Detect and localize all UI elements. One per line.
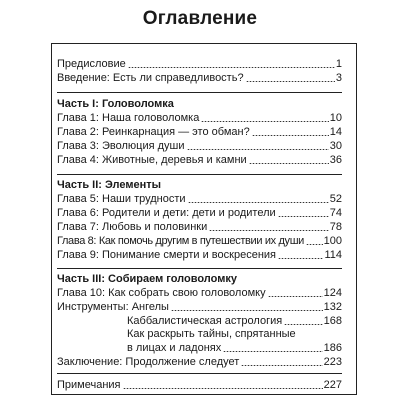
section-divider bbox=[57, 268, 342, 269]
toc-entry-chapter-1[interactable]: Глава 1: Наша головоломка 10 bbox=[57, 112, 342, 124]
page-title: Оглавление bbox=[142, 8, 258, 29]
toc-entry-chapter-5[interactable]: Глава 5: Наши трудности 52 bbox=[57, 193, 342, 205]
toc-entry-chapter-4[interactable]: Глава 4: Животные, деревья и камни 36 bbox=[57, 154, 342, 166]
section-divider bbox=[57, 174, 342, 175]
toc-entry-faces-palms[interactable]: в лицах и ладонях 186 bbox=[127, 342, 342, 354]
toc-entry-tools-angels[interactable]: Инструменты: Ангелы 132 bbox=[57, 301, 342, 313]
toc-entry-chapter-3[interactable]: Глава 3: Эволюция души 30 bbox=[57, 140, 342, 152]
part-2-heading: Часть II: Элементы bbox=[57, 179, 162, 191]
toc-entry-chapter-6[interactable]: Глава 6: Родители и дети: дети и родители 74 bbox=[57, 207, 342, 219]
toc-entry-preface[interactable]: Предисловие 1 bbox=[57, 58, 342, 70]
toc-entry-kabbalistic-astrology[interactable]: Каббалистическая астрология 168 bbox=[127, 315, 342, 327]
toc-entry-notes[interactable]: Примечания 227 bbox=[57, 379, 342, 391]
toc-entry-chapter-9[interactable]: Глава 9: Понимание смерти и воскресения 114 bbox=[57, 249, 342, 261]
toc-entry-chapter-8[interactable]: Глава 8: Как помочь другим в путешествии их души 100 bbox=[57, 235, 342, 247]
section-divider bbox=[57, 373, 342, 374]
toc-entry-chapter-10[interactable]: Глава 10: Как собрать свою головоломку 124 bbox=[57, 287, 342, 299]
toc-entry-conclusion[interactable]: Заключение: Продолжение следует 223 bbox=[57, 356, 342, 368]
toc-entry-chapter-7[interactable]: Глава 7: Любовь и половинки 78 bbox=[57, 221, 342, 233]
part-3-heading: Часть III: Собираем головоломку bbox=[57, 273, 237, 285]
section-divider bbox=[57, 92, 342, 93]
part-1-heading: Часть I: Головоломка bbox=[57, 98, 174, 110]
toc-entry-introduction[interactable]: Введение: Есть ли справедливость? 3 bbox=[57, 72, 342, 84]
toc-entry-chapter-2[interactable]: Глава 2: Реинкарнация — это обман? 14 bbox=[57, 126, 342, 138]
toc-entry-faces-palms-line-1[interactable]: Как раскрыть тайны, спрятанные bbox=[127, 328, 296, 340]
